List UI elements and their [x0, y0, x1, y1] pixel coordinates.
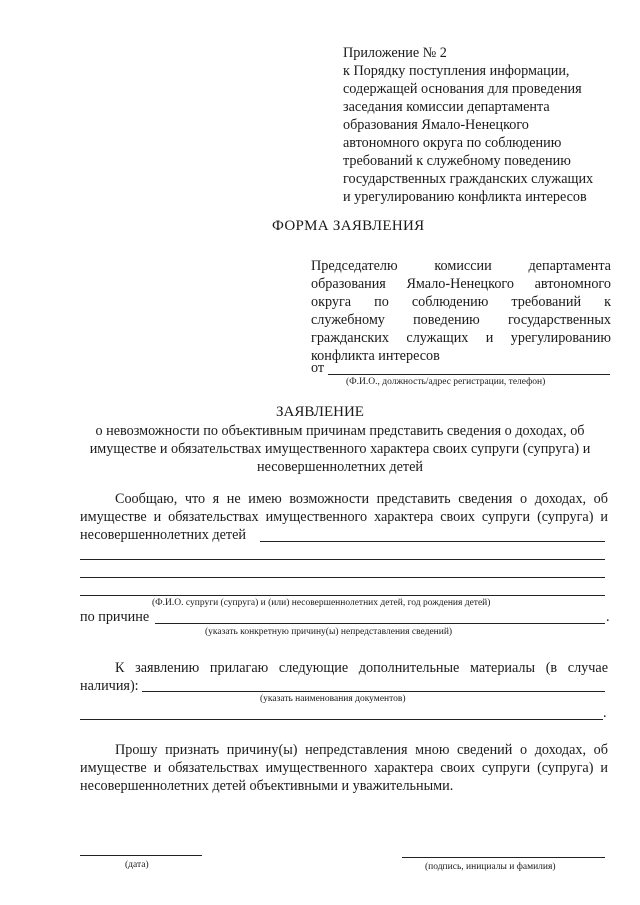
appendix-block — [343, 44, 613, 206]
attachments-field-line[interactable] — [142, 691, 605, 692]
request-line3: несовершеннолетних детей объективными и уважительными. — [80, 778, 454, 794]
appendix-line: государственных гражданских служащих — [343, 171, 594, 187]
appendix-line: заседания комиссии департамента — [343, 99, 550, 115]
addressee-line: служебному поведению государственных — [311, 312, 611, 328]
from-label: от — [311, 360, 325, 376]
request-line2: имуществе и обязательствах имущественного характера своих супруги (супруга) и — [80, 760, 608, 776]
appendix-line: требований к служебному поведению — [343, 153, 571, 169]
date-hint: (дата) — [125, 860, 149, 870]
statement-subtitle — [70, 422, 610, 476]
children-field-line[interactable] — [80, 559, 605, 560]
statement-subtitle-line: о невозможности по объективным причинам представить сведения о доходах, об — [95, 423, 585, 439]
addressee-line: конфликта интересов — [311, 348, 440, 364]
appendix-line: к Порядку поступления информации, — [343, 63, 570, 79]
appendix-line: и урегулированию конфликта интересов — [343, 189, 587, 205]
children-hint: (Ф.И.О. супруги (супруга) и (или) несовершеннолетних детей, год рождения детей) — [152, 598, 491, 608]
signature-field-line[interactable] — [402, 857, 605, 858]
reason-label: по причине — [80, 609, 150, 625]
attachments-line2: наличия): — [80, 678, 139, 694]
form-title: ФОРМА ЗАЯВЛЕНИЯ — [272, 218, 425, 234]
paragraph1-line1: Сообщаю, что я не имею возможности представить сведения о доходах, об — [115, 491, 608, 507]
reason-field-line[interactable] — [155, 623, 605, 624]
addressee-line: гражданских служащих и урегулированию — [311, 330, 611, 346]
addressee-line: округа по соблюдению требований к — [311, 294, 611, 310]
addressee-line: образования Ямало-Ненецкого автономного — [311, 276, 611, 292]
children-field-line[interactable] — [80, 577, 605, 578]
paragraph1-line3: несовершеннолетних детей — [80, 527, 246, 543]
addressee-block — [311, 257, 611, 365]
statement-subtitle-line: несовершеннолетних детей — [257, 459, 423, 475]
reason-end: . — [606, 609, 610, 625]
attachments-hint: (указать наименования документов) — [260, 694, 406, 704]
request-line1: Прошу признать причину(ы) непредставления мною сведений о доходах, об — [115, 742, 608, 758]
appendix-line: Приложение № 2 — [343, 45, 447, 61]
children-field-line[interactable] — [260, 541, 605, 542]
statement-title: ЗАЯВЛЕНИЕ — [276, 404, 364, 420]
addressee-line: Председателю комиссии департамента — [311, 258, 611, 274]
signature-hint: (подпись, инициалы и фамилия) — [425, 862, 556, 872]
from-field-line[interactable] — [328, 374, 610, 375]
attachments-field-line[interactable] — [80, 719, 603, 720]
attachments-end: . — [603, 705, 607, 721]
appendix-line: образования Ямало-Ненецкого — [343, 117, 529, 133]
attachments-line1: К заявлению прилагаю следующие дополнительные материалы (в случае — [115, 660, 608, 676]
statement-subtitle-line: имуществе и обязательствах имущественного характера своих супруги (супруга) и — [89, 441, 591, 457]
reason-hint: (указать конкретную причину(ы) непредставления сведений) — [205, 627, 453, 637]
appendix-line: содержащей основания для проведения — [343, 81, 582, 97]
date-field-line[interactable] — [80, 855, 202, 856]
from-hint: (Ф.И.О., должность/адрес регистрации, телефон) — [346, 377, 546, 387]
paragraph1-line2: имуществе и обязательствах имущественного характера своих супруги (супруга) и — [80, 509, 608, 525]
appendix-line: автономного округа по соблюдению — [343, 135, 562, 151]
children-field-line[interactable] — [80, 595, 605, 596]
